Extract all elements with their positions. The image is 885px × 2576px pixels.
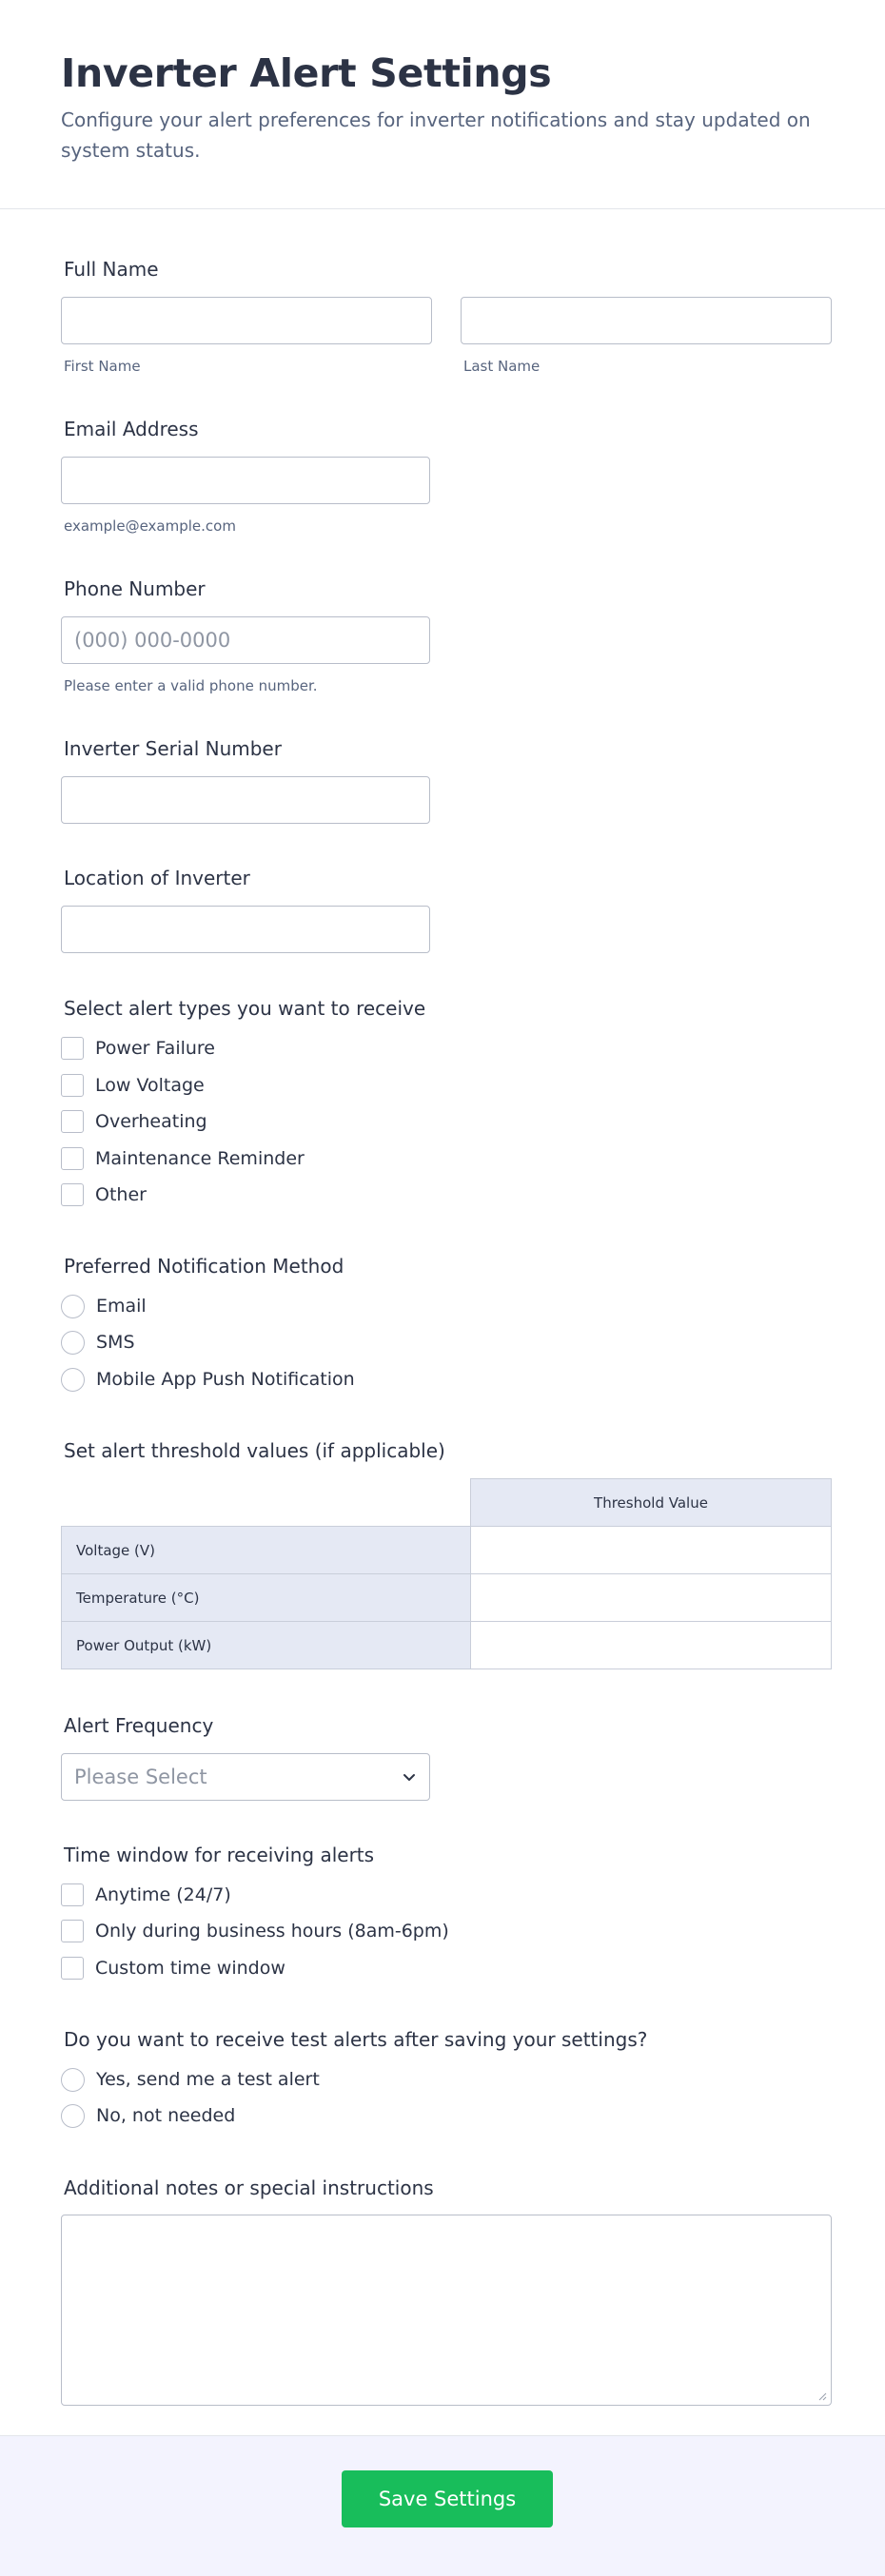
frequency-select[interactable] <box>61 1753 430 1801</box>
checkbox[interactable] <box>61 1957 84 1980</box>
phone-sublabel: Please enter a valid phone number. <box>64 677 318 694</box>
radio[interactable] <box>61 1368 85 1392</box>
radio[interactable] <box>61 2068 85 2092</box>
alert-types-label: Select alert types you want to receive <box>64 997 426 1020</box>
matrix-corner <box>62 1479 471 1527</box>
matrix-row-label: Power Output (kW) <box>62 1622 471 1669</box>
threshold-power-input[interactable] <box>471 1622 832 1669</box>
test-alerts-option[interactable] <box>61 2102 235 2129</box>
checkbox[interactable] <box>61 1147 84 1170</box>
threshold-matrix <box>61 1478 832 1669</box>
notification-method-option[interactable] <box>61 1293 147 1319</box>
form-footer <box>0 2435 885 2576</box>
serial-input[interactable] <box>61 776 430 824</box>
matrix-row-label: Voltage (V) <box>62 1527 471 1574</box>
checkbox[interactable] <box>61 1183 84 1206</box>
matrix-column-header: Threshold Value <box>471 1479 832 1527</box>
email-label: Email Address <box>64 418 199 440</box>
phone-label: Phone Number <box>64 577 206 600</box>
form-header <box>0 0 885 209</box>
option-label: Low Voltage <box>95 1075 205 1096</box>
location-input[interactable] <box>61 906 430 953</box>
option-label: Mobile App Push Notification <box>96 1369 355 1390</box>
notification-method-option[interactable] <box>61 1366 355 1393</box>
alert-type-option[interactable] <box>61 1072 205 1099</box>
save-settings-button[interactable]: Save Settings <box>342 2470 553 2527</box>
last-name-sublabel: Last Name <box>463 358 541 375</box>
page-subtitle: Configure your alert preferences for inverter notifications and stay updated on system status. <box>61 108 811 162</box>
page-title: Inverter Alert Settings <box>61 50 552 96</box>
resize-handle-icon[interactable] <box>817 2391 827 2401</box>
chevron-down-icon <box>402 1769 417 1785</box>
option-label: Anytime (24/7) <box>95 1884 231 1905</box>
first-name-sublabel: First Name <box>64 358 141 375</box>
time-window-option[interactable] <box>61 1955 285 1981</box>
option-label: Other <box>95 1184 147 1205</box>
option-label: Power Failure <box>95 1038 215 1059</box>
checkbox[interactable] <box>61 1920 84 1942</box>
radio[interactable] <box>61 2104 85 2128</box>
option-label: Only during business hours (8am-6pm) <box>95 1921 449 1942</box>
alert-type-option[interactable] <box>61 1108 207 1135</box>
test-alerts-label: Do you want to receive test alerts after saving your settings? <box>64 2028 648 2051</box>
email-input[interactable] <box>61 457 430 504</box>
test-alerts-option[interactable] <box>61 2066 320 2093</box>
notification-method-label: Preferred Notification Method <box>64 1255 344 1278</box>
checkbox[interactable] <box>61 1110 84 1133</box>
serial-label: Inverter Serial Number <box>64 737 282 760</box>
option-label: Custom time window <box>95 1958 285 1979</box>
threshold-temperature-input[interactable] <box>471 1574 832 1622</box>
notes-textarea[interactable] <box>61 2215 832 2406</box>
checkbox[interactable] <box>61 1074 84 1097</box>
alert-type-option[interactable] <box>61 1035 215 1062</box>
phone-input[interactable]: (000) 000-0000 <box>61 616 430 664</box>
threshold-voltage-input[interactable] <box>471 1527 832 1574</box>
thresholds-label: Set alert threshold values (if applicable) <box>64 1439 445 1462</box>
alert-type-option[interactable] <box>61 1181 147 1208</box>
email-sublabel: example@example.com <box>64 517 236 535</box>
radio[interactable] <box>61 1331 85 1355</box>
checkbox[interactable] <box>61 1037 84 1060</box>
last-name-input[interactable] <box>461 297 832 344</box>
option-label: Overheating <box>95 1111 207 1132</box>
notification-method-option[interactable] <box>61 1329 135 1356</box>
frequency-label: Alert Frequency <box>64 1714 214 1737</box>
radio[interactable] <box>61 1295 85 1318</box>
option-label: Email <box>96 1296 147 1317</box>
time-window-label: Time window for receiving alerts <box>64 1844 375 1866</box>
location-label: Location of Inverter <box>64 867 250 889</box>
time-window-option[interactable] <box>61 1882 231 1908</box>
select-placeholder: Please Select <box>74 1766 207 1788</box>
alert-type-option[interactable] <box>61 1145 305 1172</box>
option-label: Yes, send me a test alert <box>96 2069 320 2090</box>
option-label: No, not needed <box>96 2105 236 2126</box>
option-label: Maintenance Reminder <box>95 1148 305 1169</box>
time-window-option[interactable] <box>61 1918 449 1944</box>
matrix-row-label: Temperature (°C) <box>62 1574 471 1622</box>
checkbox[interactable] <box>61 1883 84 1906</box>
notes-label: Additional notes or special instructions <box>64 2176 434 2199</box>
full-name-label: Full Name <box>64 258 159 281</box>
option-label: SMS <box>96 1332 135 1353</box>
first-name-input[interactable] <box>61 297 432 344</box>
